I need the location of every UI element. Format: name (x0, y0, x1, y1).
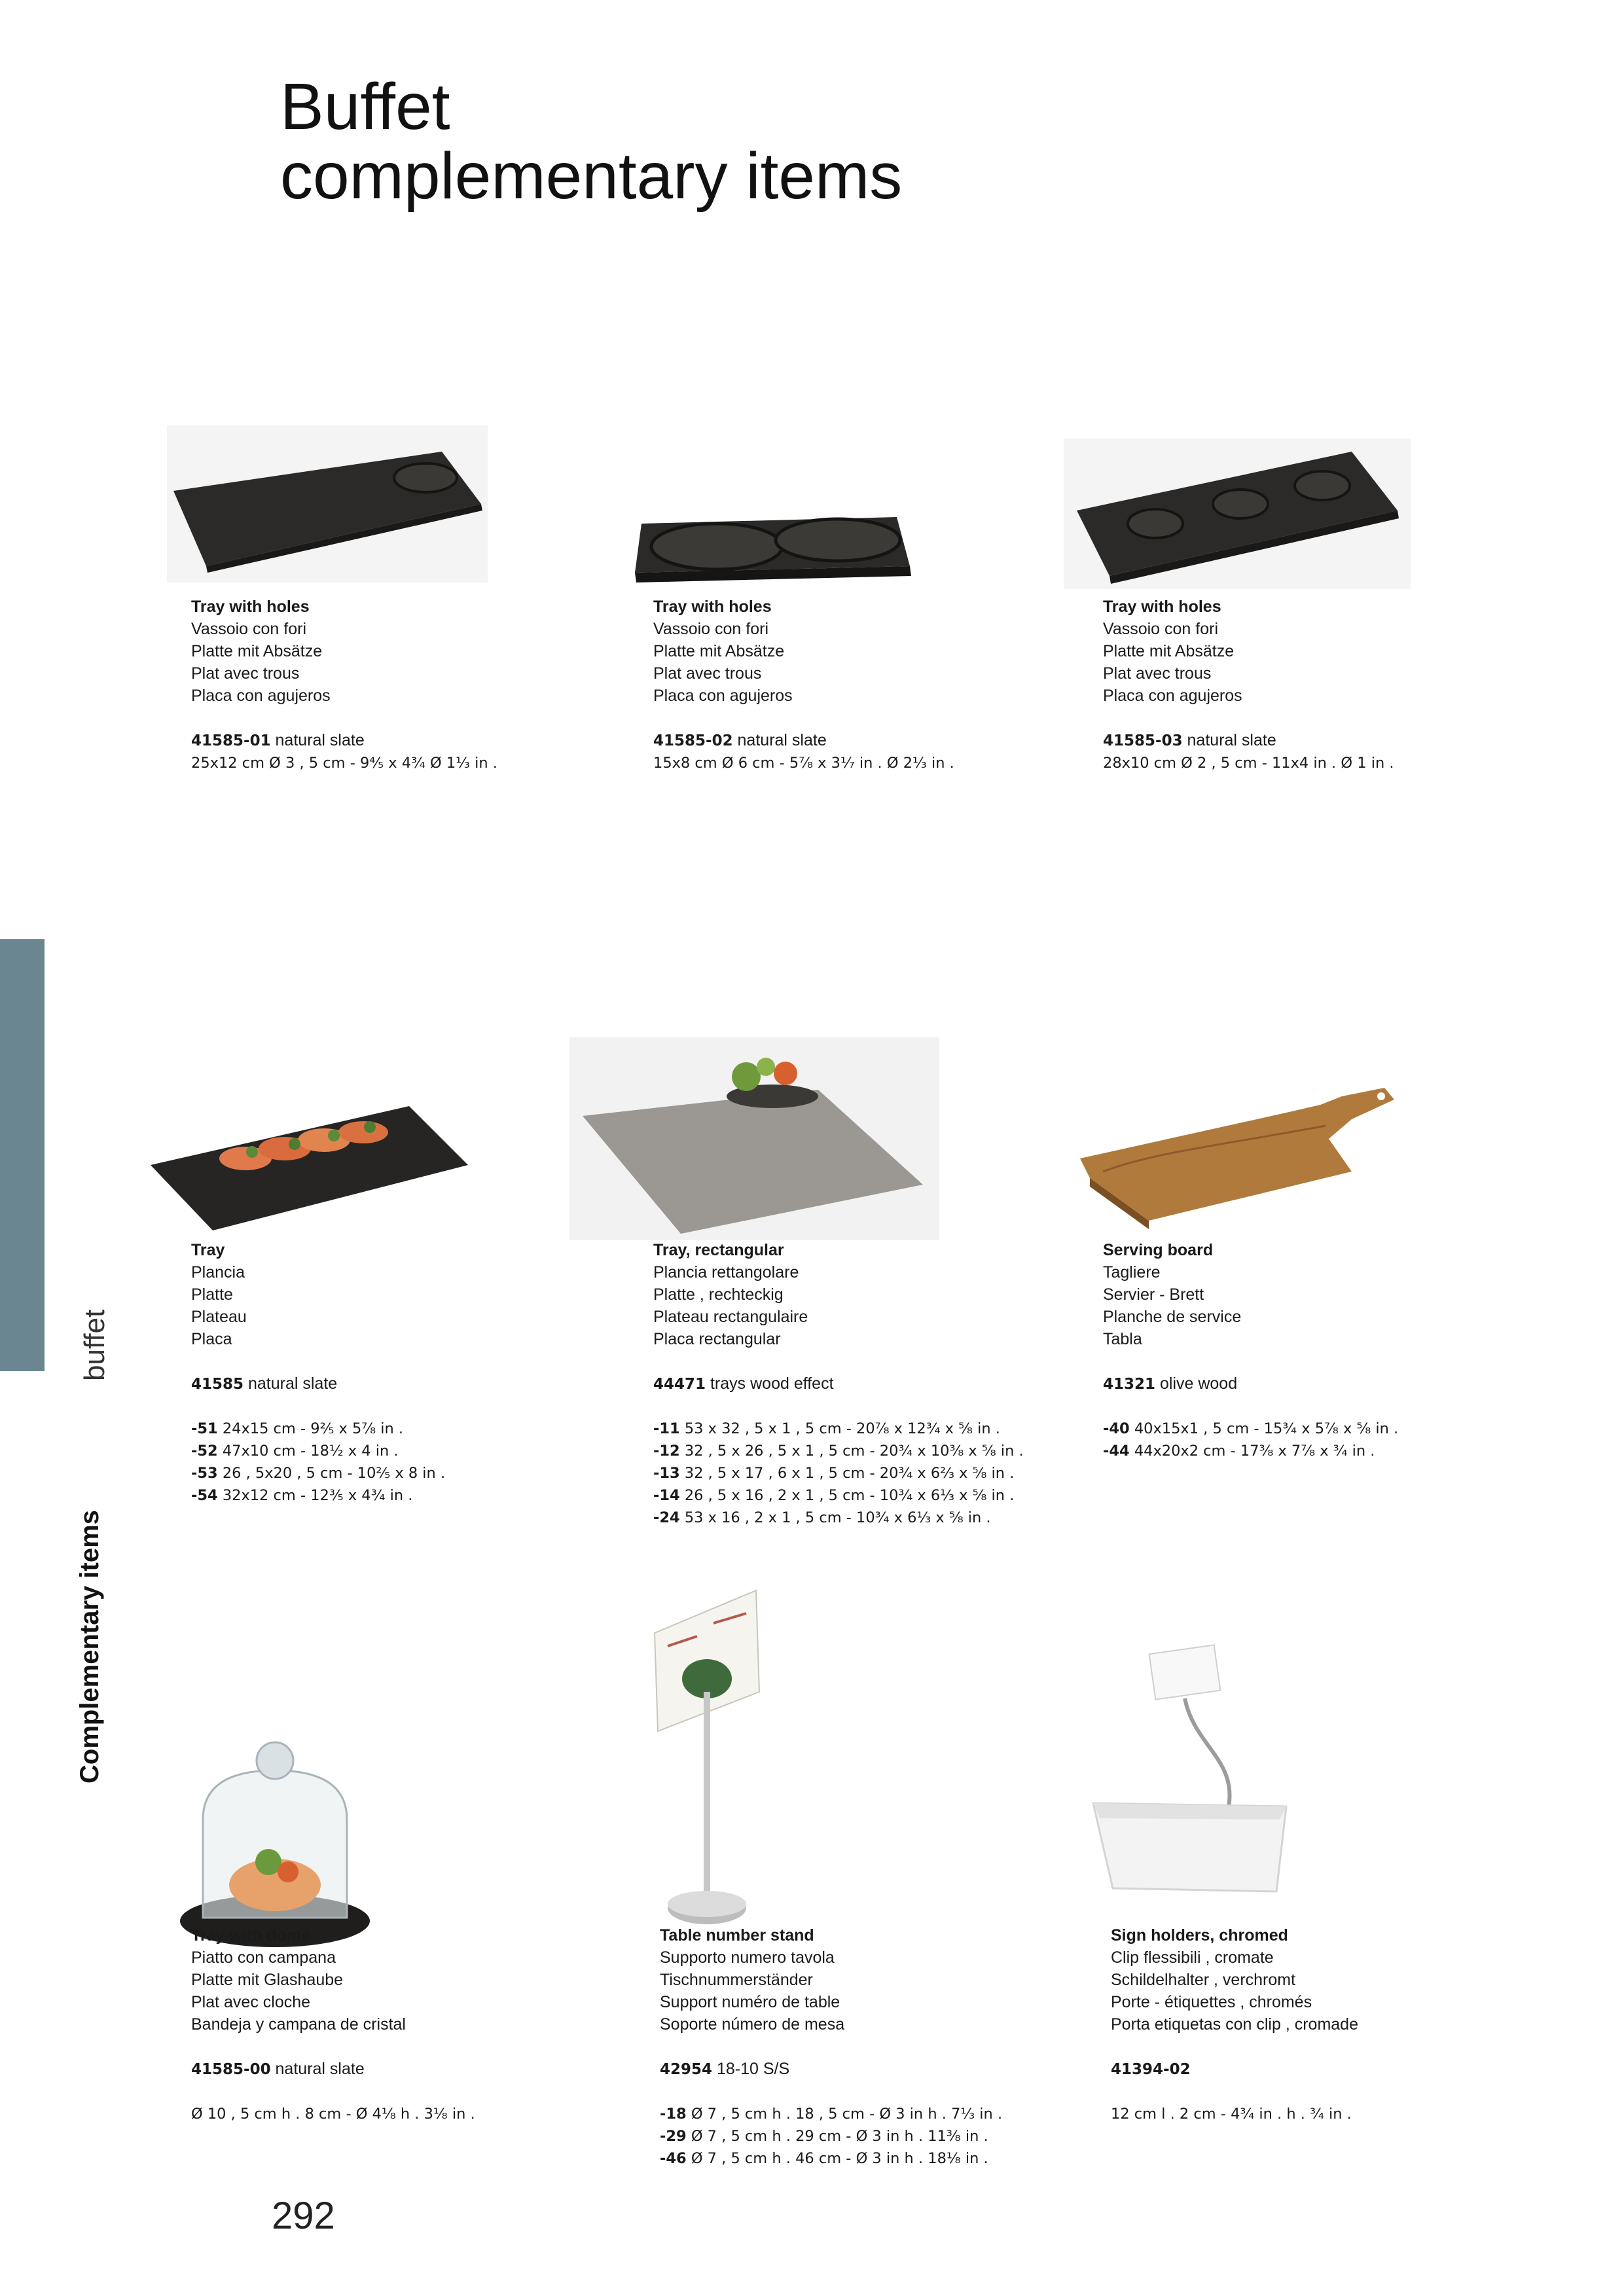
variant-size: 25x12 cm Ø 3 , 5 cm - 9⁴⁄₅ x 4³⁄₄ Ø 1¹⁄₃ in . (191, 755, 497, 772)
product-code: 41585-00 (191, 2061, 271, 2078)
translation-fr: Planche de service (1103, 1308, 1242, 1326)
variant-size: Ø 10 , 5 cm h . 8 cm - Ø 4¹⁄₈ h . 3¹⁄₈ in . (191, 2106, 475, 2123)
variant-line (660, 2103, 1066, 2125)
variant-line (660, 2147, 1066, 2170)
product-block-tray-with-holes-01 (191, 596, 597, 774)
variant-size: 32 , 5 x 17 , 6 x 1 , 5 cm - 20³⁄₄ x 6²⁄₃ x ⁵⁄₈ in . (684, 1465, 1015, 1482)
translation-de: Platte , rechteckig (653, 1285, 784, 1304)
product-code: 41585-02 (653, 732, 733, 749)
variant-line (653, 1484, 1059, 1507)
variant-code: -40 (1103, 1420, 1130, 1437)
variant-code: -54 (191, 1487, 218, 1504)
translation-it: Vassoio con fori (191, 620, 307, 638)
product-code: 42954 (660, 2061, 713, 2078)
variant-code: -52 (191, 1443, 218, 1460)
chromed-sign-holder-image (1090, 1643, 1293, 1905)
product-material: natural slate (1187, 731, 1276, 749)
product-material: natural slate (275, 2060, 365, 2078)
variant-code: -18 (660, 2106, 687, 2123)
variant-size: 32 , 5 x 26 , 5 x 1 , 5 cm - 20³⁄₄ x 10³⁄₈ x ⁵⁄₈ in . (684, 1443, 1024, 1460)
product-block-sign-holders (1111, 1924, 1517, 2125)
variant-size: Ø 7 , 5 cm h . 46 cm - Ø 3 in h . 18¹⁄₈ in . (691, 2150, 988, 2167)
title-line-1: Buffet (280, 70, 450, 143)
variant-code: -29 (660, 2128, 687, 2145)
variant-line (1103, 1440, 1509, 1462)
variant-line (191, 1440, 597, 1462)
translation-fr: Plat avec trous (191, 664, 300, 683)
translation-it: Vassoio con fori (1103, 620, 1219, 638)
product-name: Tray (191, 1241, 225, 1259)
product-block-tray-rectangular (653, 1239, 1059, 1529)
translation-fr: Plat avec trous (1103, 664, 1212, 683)
variant-size: Ø 7 , 5 cm h . 29 cm - Ø 3 in h . 11³⁄₈ in . (691, 2128, 988, 2145)
variant-size: 15x8 cm Ø 6 cm - 5⁷⁄₈ x 3¹⁄₇ in . Ø 2¹⁄₃ in . (653, 755, 954, 772)
product-material: natural slate (737, 731, 827, 749)
side-label-section: Complementary items (75, 1510, 104, 1784)
olive-wood-serving-board-image (1077, 1080, 1398, 1230)
variant-code: -46 (660, 2150, 687, 2167)
translation-es: Placa con agujeros (653, 687, 793, 705)
translation-it: Piatto con campana (191, 1948, 336, 1967)
variant-size: 32x12 cm - 12³⁄₅ x 4³⁄₄ in . (222, 1487, 413, 1504)
product-name: Tray with holes (1103, 598, 1221, 616)
variant-size: 28x10 cm Ø 2 , 5 cm - 11x4 in . Ø 1 in . (1103, 755, 1394, 772)
translation-fr: Support numéro de table (660, 1993, 840, 2011)
translation-it: Tagliere (1103, 1263, 1161, 1282)
translation-es: Soporte número de mesa (660, 2015, 845, 2034)
product-code: 41321 (1103, 1376, 1156, 1393)
slate-tray-with-food-image (147, 1086, 471, 1237)
product-block-serving-board (1103, 1239, 1509, 1462)
product-material: olive wood (1159, 1374, 1238, 1393)
product-name: Tray with holes (653, 598, 772, 616)
variant-line (191, 1462, 597, 1484)
product-block-tray (191, 1239, 597, 1507)
product-block-tray-with-dome (191, 1924, 597, 2125)
variant-code: -13 (653, 1465, 680, 1482)
product-name: Tray, rectangular (653, 1241, 784, 1259)
translation-de: Platte mit Absätze (1103, 642, 1235, 660)
product-name: Table number stand (660, 1926, 814, 1945)
translation-es: Placa con agujeros (1103, 687, 1242, 705)
variant-code: -24 (653, 1509, 680, 1526)
translation-es: Bandeja y campana de cristal (191, 2015, 406, 2034)
variant-size: 53 x 16 , 2 x 1 , 5 cm - 10³⁄₄ x 6¹⁄₃ x ⁵⁄₈ in . (684, 1509, 991, 1526)
translation-fr: Plat avec trous (653, 664, 762, 683)
variant-size: 47x10 cm - 18¹⁄₂ x 4 in . (222, 1443, 399, 1460)
variant-line (660, 2125, 1066, 2147)
variant-size: 24x15 cm - 9²⁄₅ x 5⁷⁄₈ in . (222, 1420, 404, 1437)
translation-it: Plancia (191, 1263, 245, 1282)
translation-fr: Plateau (191, 1308, 247, 1326)
variant-size: 26 , 5x20 , 5 cm - 10²⁄₅ x 8 in . (222, 1465, 446, 1482)
translation-fr: Porte - étiquettes , chromés (1111, 1993, 1312, 2011)
table-number-stand-image (651, 1587, 763, 1931)
translation-fr: Plateau rectangulaire (653, 1308, 808, 1326)
variant-size: Ø 7 , 5 cm h . 18 , 5 cm - Ø 3 in h . 7¹⁄₃ in . (691, 2106, 1003, 2123)
product-name: Tray with dome (191, 1926, 310, 1945)
section-color-bar (0, 939, 45, 1371)
translation-it: Clip flessibili , cromate (1111, 1948, 1274, 1967)
variant-code: -44 (1103, 1443, 1130, 1460)
translation-es: Placa rectangular (653, 1330, 781, 1348)
translation-es: Porta etiquetas con clip , cromade (1111, 2015, 1358, 2034)
variant-line (191, 1484, 597, 1507)
translation-es: Placa (191, 1330, 232, 1348)
product-block-tray-with-holes-03 (1103, 596, 1509, 774)
slate-tray-one-hole-image (167, 425, 488, 583)
translation-es: Tabla (1103, 1330, 1142, 1348)
translation-de: Platte mit Absätze (653, 642, 785, 660)
product-material: natural slate (247, 1374, 338, 1393)
variant-code: -12 (653, 1443, 680, 1460)
variant-line (653, 1507, 1059, 1529)
variant-code: -11 (653, 1420, 680, 1437)
slate-tray-with-glass-dome-image (177, 1708, 373, 1950)
product-block-table-number-stand (660, 1924, 1066, 2170)
translation-de: Servier - Brett (1103, 1285, 1204, 1304)
variant-size: 40x15x1 , 5 cm - 15³⁄₄ x 5⁷⁄₈ x ⁵⁄₈ in . (1134, 1420, 1399, 1437)
translation-de: Platte mit Absätze (191, 642, 323, 660)
product-code: 41394-02 (1111, 2061, 1191, 2078)
variant-line (1103, 1418, 1509, 1440)
variant-size: 53 x 32 , 5 x 1 , 5 cm - 20⁷⁄₈ x 12³⁄₄ x ⁵⁄₈ in . (684, 1420, 1000, 1437)
product-code: 41585-01 (191, 732, 271, 749)
slate-tray-three-holes-image (1064, 439, 1411, 589)
variant-size: 26 , 5 x 16 , 2 x 1 , 5 cm - 10³⁄₄ x 6¹⁄₃ x ⁵⁄₈ in . (684, 1487, 1015, 1504)
translation-de: Platte mit Glashaube (191, 1971, 344, 1989)
product-material: natural slate (275, 731, 365, 749)
variant-code: -51 (191, 1420, 218, 1437)
variant-code: -53 (191, 1465, 218, 1482)
translation-de: Platte (191, 1285, 233, 1304)
product-name: Serving board (1103, 1241, 1214, 1259)
product-code: 41585 (191, 1376, 244, 1393)
product-name: Sign holders, chromed (1111, 1926, 1288, 1945)
slate-tray-two-holes-image (628, 497, 916, 589)
translation-it: Vassoio con fori (653, 620, 769, 638)
wood-effect-rectangular-tray-image (569, 1037, 939, 1240)
variant-code: -14 (653, 1487, 680, 1504)
page-number: 292 (272, 2195, 335, 2237)
variant-line (653, 1462, 1059, 1484)
translation-it: Plancia rettangolare (653, 1263, 799, 1282)
variant-line (653, 1418, 1059, 1440)
product-name: Tray with holes (191, 598, 310, 616)
translation-de: Tischnummerständer (660, 1971, 813, 1989)
translation-fr: Plat avec cloche (191, 1993, 311, 2011)
title-line-2: complementary items (280, 139, 903, 213)
translation-es: Placa con agujeros (191, 687, 331, 705)
product-code: 41585-03 (1103, 732, 1183, 749)
translation-it: Supporto numero tavola (660, 1948, 835, 1967)
page-title (280, 72, 902, 211)
product-code: 44471 (653, 1376, 706, 1393)
side-label-buffet: buffet (79, 1309, 111, 1381)
product-material: trays wood effect (710, 1374, 834, 1393)
variant-line (653, 1440, 1059, 1462)
variant-line (191, 1418, 597, 1440)
product-block-tray-with-holes-02 (653, 596, 1059, 774)
variant-size: 12 cm l . 2 cm - 4³⁄₄ in . h . ³⁄₄ in . (1111, 2106, 1352, 2123)
variant-size: 44x20x2 cm - 17³⁄₈ x 7⁷⁄₈ x ³⁄₄ in . (1134, 1443, 1375, 1460)
translation-de: Schildelhalter , verchromt (1111, 1971, 1296, 1989)
product-material: 18-10 S/S (716, 2060, 790, 2078)
